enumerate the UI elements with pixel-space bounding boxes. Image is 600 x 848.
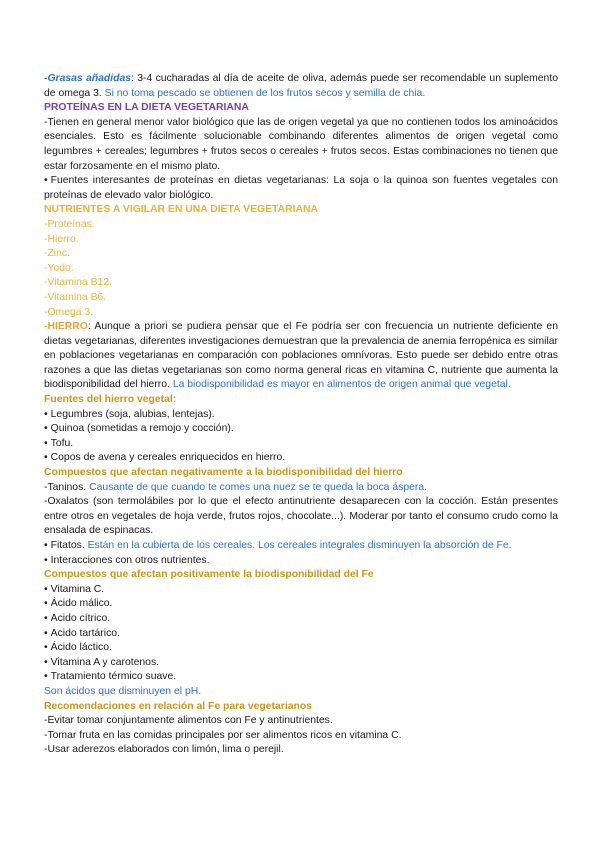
recomendacion-item: -Tomar fruta en las comidas principales por ser alimentos ricos en vitamina C. bbox=[44, 729, 402, 741]
positivos-item bbox=[44, 612, 558, 627]
nutrient-item: -Zinc. bbox=[44, 248, 70, 260]
positivos-item bbox=[44, 656, 558, 671]
positivos-item bbox=[44, 583, 558, 598]
hierro-paragraph bbox=[44, 320, 558, 393]
nutrient-item: -Vitamina B6. bbox=[44, 291, 107, 303]
fuentes-item-text: Quinoa (sometidas a remojo y cocción). bbox=[50, 423, 234, 435]
positivos-item-text: Ácido láctico. bbox=[50, 642, 112, 654]
bullet bbox=[44, 598, 51, 609]
positivos-item-text: Tratamiento térmico suave. bbox=[50, 671, 177, 683]
proteinas-fuentes bbox=[44, 174, 558, 203]
nutrient-item: -Vitamina B12. bbox=[44, 277, 112, 289]
fuentes-item bbox=[44, 422, 558, 437]
bullet bbox=[44, 613, 51, 624]
positivos-heading: Compuestos que afectan positivamente la biodisponibilidad del Fe bbox=[44, 569, 374, 581]
proteinas-paragraph: -Tienen en general menor valor biológico que las de origen vegetal ya que no contienen todos los aminoácidos esenciales. Esto es fácilmente solucionable combinando diferentes alimentos de origen vegetal como legumbres + cereales; legumbres + frutos secos o cereales + frutos secos. Estas combinaciones no tienen que estar forzosamente en el mismo plato. bbox=[44, 116, 558, 172]
bullet bbox=[44, 423, 51, 434]
hierro-label: -HIERRO bbox=[44, 321, 88, 333]
bullet bbox=[44, 175, 51, 186]
nutrientes-heading: NUTRIENTES A VIGILAR EN UNA DIETA VEGETARIANA bbox=[44, 204, 319, 216]
grasas-paragraph bbox=[44, 72, 558, 101]
proteinas-heading: PROTEÍNAS EN LA DIETA VEGETARIANA bbox=[44, 102, 249, 114]
recomendaciones-heading: Recomendaciones en relación al Fe para vegetarianos bbox=[44, 700, 312, 712]
positivos-item bbox=[44, 627, 558, 642]
positivos-note: Son ácidos que disminuyen el pH. bbox=[44, 685, 202, 697]
positivos-item-text: Acido cítrico. bbox=[50, 612, 111, 624]
bullet bbox=[44, 555, 51, 566]
taninos-label: -Taninos. bbox=[44, 481, 90, 493]
fuentes-item-text: Tofu. bbox=[50, 437, 74, 449]
hierro-text: : Aunque a priori se pudiera pensar que el Fe podría ser con frecuencia un nutriente deficiente en dietas vegetarianas, diferentes investigaciones demuestran que la prevalencia de anemia ferropénica es similar en poblaciones vegetarianas en comparación con poblaciones omnívoras. Esto puede ser debido entre otras razones a que las dietas vegetarianas son como norma general ricas en vitamina C, nutriente que aumenta la biodisponibilidad del hierro. bbox=[44, 321, 558, 391]
fitatos-line bbox=[44, 539, 558, 554]
taninos-note: Causante de que cuando te comes una nuez se te queda la boca áspera. bbox=[89, 481, 428, 493]
nutrient-item: -Omega 3. bbox=[44, 306, 94, 318]
fuentes-item bbox=[44, 408, 558, 423]
interacciones-text: Interacciones con otros nutrientes. bbox=[50, 554, 210, 566]
fuentes-heading: Fuentes del hierro vegetal: bbox=[44, 394, 177, 406]
bullet bbox=[44, 671, 51, 682]
grasas-note: Si no toma pescado se obtienen de los frutos secos y semilla de chia. bbox=[104, 87, 426, 99]
grasas-label: -Grasas añadidas bbox=[44, 73, 132, 84]
fuentes-item-text: Copos de avena y cereales enriquecidos en hierro. bbox=[50, 452, 286, 464]
oxalatos-paragraph: -Oxalatos (son termolábiles por lo que el efecto antinutriente desaparecen con la cocción. Están presentes entre otros en vegetales de hoja verde, frutos rojos, chocolate...). Moderar por tanto el consumo crudo como la ensalada de espinacas. bbox=[44, 496, 558, 537]
nutrient-item: -Yodo. bbox=[44, 262, 74, 274]
positivos-item bbox=[44, 670, 558, 685]
bullet bbox=[44, 409, 51, 420]
positivos-item bbox=[44, 641, 558, 656]
interacciones-line bbox=[44, 554, 558, 569]
fuentes-item bbox=[44, 437, 558, 452]
fuentes-item-text: Legumbres (soja, alubias, lentejas). bbox=[50, 408, 215, 420]
fitatos-label: Fitatos. bbox=[50, 540, 88, 551]
bullet bbox=[44, 628, 51, 639]
recomendacion-item: -Usar aderezos elaborados con limón, lima o perejil. bbox=[44, 744, 284, 756]
positivos-item-text: Acido tartárico. bbox=[50, 627, 120, 639]
positivos-item-text: Vitamina C. bbox=[50, 583, 105, 595]
nutrient-item: -Proteínas. bbox=[44, 218, 95, 230]
bullet bbox=[44, 657, 51, 668]
grasas-text: : 3-4 cucharadas al día de aceite de oliva, además puede ser recomendable un suplemento de omega 3. bbox=[44, 73, 559, 99]
fitatos-note: Están en la cubierta de los cereales. Los cereales integrales disminuyen la absorción de Fe. bbox=[87, 540, 512, 551]
bullet bbox=[44, 452, 51, 463]
taninos-line bbox=[44, 481, 558, 496]
bullet bbox=[44, 438, 51, 449]
proteinas-fuentes-text: Fuentes interesantes de proteínas en dietas vegetarianas: La soja o la quinoa son fuentes vegetales con proteínas de elevado valor biológico. bbox=[44, 175, 558, 201]
bullet bbox=[44, 642, 51, 653]
bullet bbox=[44, 584, 51, 595]
positivos-item-text: Ácido málico. bbox=[50, 598, 113, 610]
bullet bbox=[44, 540, 51, 551]
recomendacion-item: -Evitar tomar conjuntamente alimentos con Fe y antinutrientes. bbox=[44, 715, 333, 727]
negativos-heading: Compuestos que afectan negativamente a la biodisponibilidad del hierro bbox=[44, 467, 403, 479]
nutrient-item: -Hierro. bbox=[44, 233, 79, 245]
hierro-note: La biodisponibilidad es mayor en alimentos de origen animal que vegetal. bbox=[172, 379, 511, 391]
positivos-item bbox=[44, 597, 558, 612]
fuentes-item bbox=[44, 451, 558, 466]
positivos-item-text: Vitamina A y carotenos. bbox=[50, 656, 160, 668]
document-page bbox=[44, 72, 558, 758]
